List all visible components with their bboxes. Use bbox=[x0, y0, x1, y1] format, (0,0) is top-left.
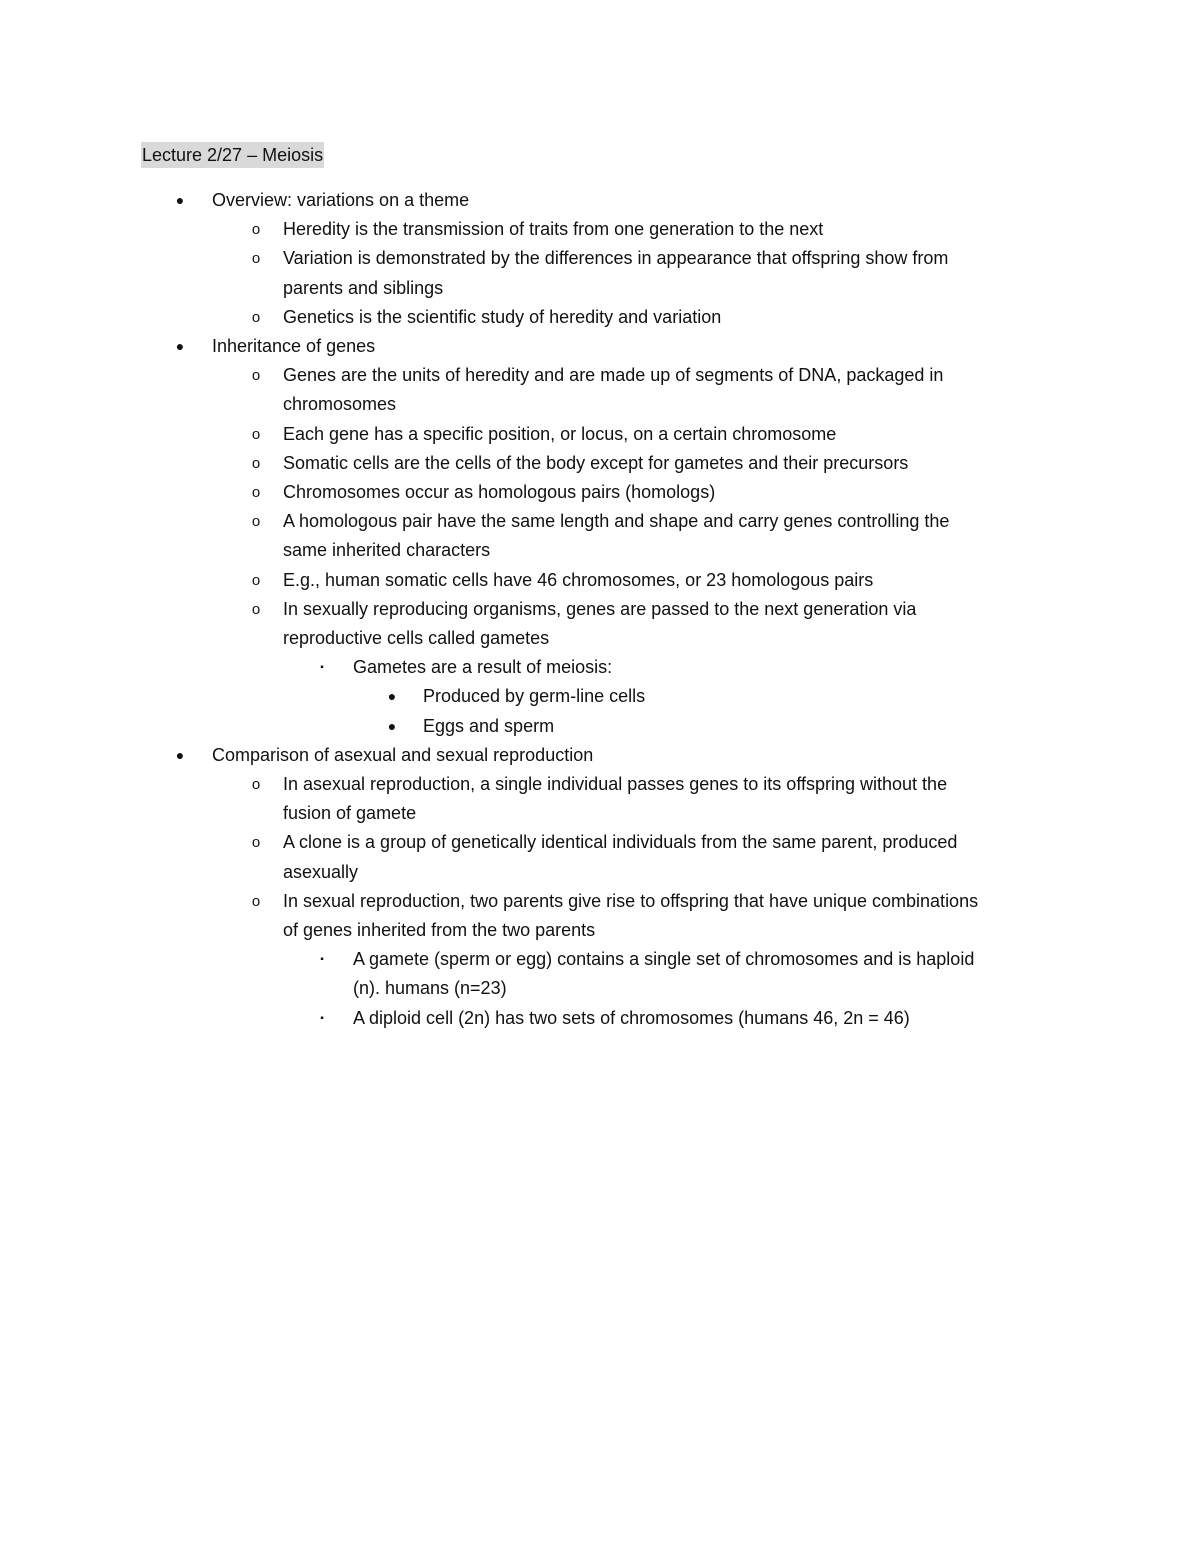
bullet-marker-level-1: ● bbox=[175, 192, 185, 208]
outline-item-level-1: Inheritance of genes bbox=[212, 336, 376, 356]
outline-item-level-3: A diploid cell (2n) has two sets of chromosomes (humans 46, 2n = 46) bbox=[353, 1008, 910, 1028]
outline-item-level-2: chromosomes bbox=[283, 394, 397, 414]
outline-item-level-2: Chromosomes occur as homologous pairs (homologs) bbox=[283, 482, 716, 502]
outline-item-level-2: In sexually reproducing organisms, genes are passed to the next generation via bbox=[283, 599, 917, 619]
outline-item-level-1: Overview: variations on a theme bbox=[212, 190, 470, 210]
outline-item-level-1: Comparison of asexual and sexual reproduction bbox=[212, 745, 594, 765]
outline-item-level-2: of genes inherited from the two parents bbox=[283, 920, 596, 940]
outline-item-level-2: A clone is a group of genetically identical individuals from the same parent, produced bbox=[283, 832, 958, 852]
bullet-marker-level-2: o bbox=[251, 221, 261, 238]
bullet-marker-level-1: ● bbox=[175, 747, 185, 763]
outline-item-level-2: In sexual reproduction, two parents give rise to offspring that have unique combinations bbox=[283, 891, 979, 911]
bullet-marker-level-3: ▪ bbox=[320, 954, 324, 965]
outline-item-level-2: fusion of gamete bbox=[283, 803, 417, 823]
bullet-marker-level-2: o bbox=[251, 572, 261, 589]
outline-item-level-3: A gamete (sperm or egg) contains a single set of chromosomes and is haploid bbox=[353, 949, 975, 969]
page-title: Lecture 2/27 – Meiosis bbox=[141, 142, 324, 168]
outline-item-level-2: reproductive cells called gametes bbox=[283, 628, 550, 648]
bullet-marker-level-2: o bbox=[251, 250, 261, 267]
bullet-marker-level-2: o bbox=[251, 834, 261, 851]
outline-item-level-2: Somatic cells are the cells of the body except for gametes and their precursors bbox=[283, 453, 909, 473]
outline-item-level-2: Each gene has a specific position, or locus, on a certain chromosome bbox=[283, 424, 837, 444]
outline-item-level-3: Gametes are a result of meiosis: bbox=[353, 657, 613, 677]
outline-item-level-2: Genes are the units of heredity and are made up of segments of DNA, packaged in bbox=[283, 365, 944, 385]
outline-item-level-2: parents and siblings bbox=[283, 278, 444, 298]
bullet-marker-level-2: o bbox=[251, 893, 261, 910]
bullet-marker-level-2: o bbox=[251, 601, 261, 618]
bullet-marker-level-2: o bbox=[251, 484, 261, 501]
outline-item-level-2: E.g., human somatic cells have 46 chromosomes, or 23 homologous pairs bbox=[283, 570, 874, 590]
outline-item-level-2: A homologous pair have the same length and shape and carry genes controlling the bbox=[283, 511, 950, 531]
bullet-marker-level-2: o bbox=[251, 776, 261, 793]
outline-item-level-2: In asexual reproduction, a single individual passes genes to its offspring without the bbox=[283, 774, 948, 794]
bullet-marker-level-2: o bbox=[251, 455, 261, 472]
outline-item-level-4: Eggs and sperm bbox=[423, 716, 555, 736]
outline-item-level-2: Variation is demonstrated by the differences in appearance that offspring show from bbox=[283, 248, 949, 268]
bullet-marker-level-2: o bbox=[251, 426, 261, 443]
outline-item-level-3: (n). humans (n=23) bbox=[353, 978, 507, 998]
outline-item-level-2: Heredity is the transmission of traits from one generation to the next bbox=[283, 219, 824, 239]
bullet-marker-level-2: o bbox=[251, 367, 261, 384]
outline-item-level-2: asexually bbox=[283, 862, 359, 882]
bullet-marker-level-4: ● bbox=[387, 688, 397, 704]
bullet-marker-level-4: ● bbox=[387, 718, 397, 734]
outline-item-level-2: same inherited characters bbox=[283, 540, 491, 560]
bullet-marker-level-3: ▪ bbox=[320, 1013, 324, 1024]
outline-item-level-2: Genetics is the scientific study of heredity and variation bbox=[283, 307, 722, 327]
bullet-marker-level-2: o bbox=[251, 513, 261, 530]
outline-item-level-4: Produced by germ-line cells bbox=[423, 686, 646, 706]
bullet-marker-level-1: ● bbox=[175, 338, 185, 354]
bullet-marker-level-2: o bbox=[251, 309, 261, 326]
bullet-marker-level-3: ▪ bbox=[320, 662, 324, 673]
